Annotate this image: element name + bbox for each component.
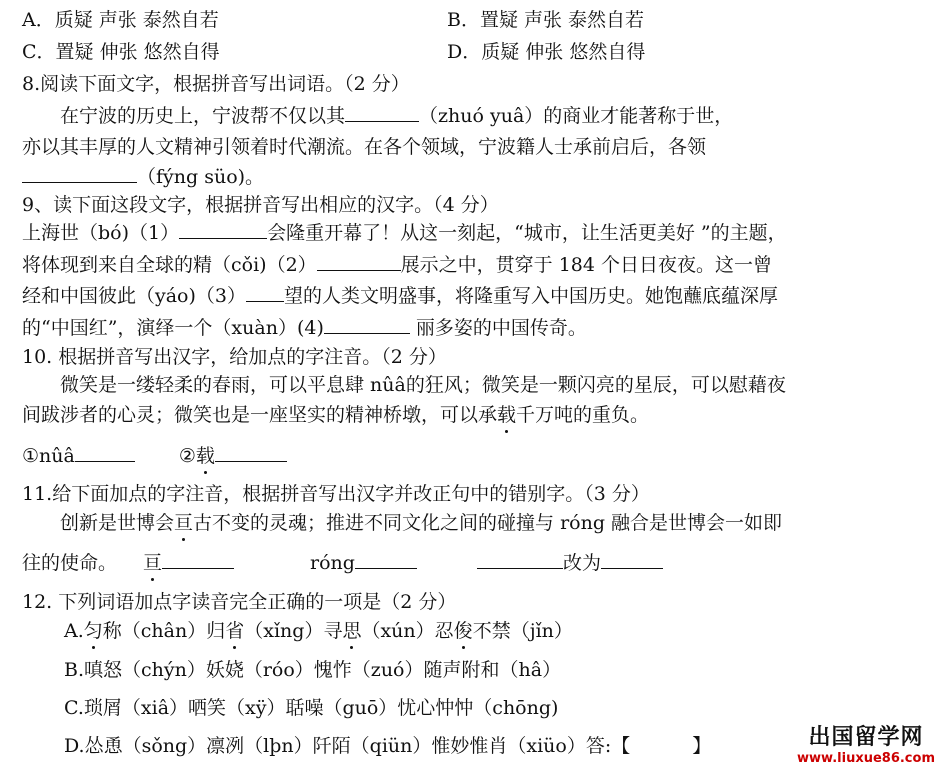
answer-blank[interactable] [477, 550, 563, 569]
answer-blank[interactable] [601, 550, 663, 569]
logo-name: 出国留学网 [808, 725, 924, 750]
option-a: A．质疑 声张 泰然自若 [22, 9, 219, 31]
q12-option-b: B.嗔怒（chýn）妖娆（róo）愧怍（zuó）随声附和（hâ） [64, 659, 562, 681]
option-d: D．质疑 伸张 悠然自得 [447, 41, 646, 63]
answer-blank[interactable] [75, 443, 135, 462]
q10-line-1: 微笑是一缕轻柔的春雨，可以平息肆 nûâ的狂风；微笑是一颗闪亮的星辰，可以慰藉夜 [60, 374, 786, 396]
q9-line-1: 上海世（bó)（1） 会隆重开幕了！从这一刻起，“城市，让生活更美好 ”的主题， [22, 222, 787, 244]
answer-blank[interactable] [246, 283, 284, 302]
answer-blank[interactable] [345, 103, 419, 122]
option-c: C．置疑 伸张 悠然自得 [22, 41, 220, 63]
q9-line-2: 将体现到来自全球的精（cǒi)（2） 展示之中，贯穿于 184 个日日夜夜。这一曾 [22, 254, 773, 276]
q11-line-1: 创新是世博会亘古不变的灵魂；推进不同文化之间的碰撞与 róng 融合是世博会一如即 [60, 512, 783, 534]
q10-line-2: 间跋涉者的心灵；微笑也是一座坚实的精神桥墩，可以承载千万吨的重负。 [22, 404, 650, 426]
dotted-char: 亘 [143, 552, 163, 574]
q12-title: 12. 下列词语加点字读音完全正确的一项是（2 分） [22, 591, 457, 613]
q12-option-c: C.琐屑（xiâ）哂笑（xÿ）聒噪（guō）忧心忡忡（chōng) [64, 697, 559, 719]
q11-title: 11.给下面加点的字注音，根据拼音写出汉字并改正句中的错别字。（3 分） [22, 483, 650, 505]
q11-line-2: 往的使命。 亘 róng 改为 [22, 550, 663, 575]
dotted-char: 载 [497, 404, 517, 426]
answer-blank[interactable] [22, 164, 137, 183]
q12-option-a: A.匀称（chân）归省（xǐng）寻思（xún）忍俊不禁（jǐn） [64, 620, 573, 642]
answer-blank[interactable] [355, 550, 417, 569]
q8-line-1: 在宁波的历史上，宁波帮不仅以其 （zhuó yuâ）的商业才能著称于世， [60, 105, 734, 127]
q12-option-d: D.怂恿（sǒng）凛冽（lþn）阡陌（qiün）惟妙惟肖（xiüo）答:【 】 [64, 735, 712, 757]
logo-url: www.liuxue86.com [797, 751, 935, 766]
site-logo [797, 720, 935, 766]
q8-line-2: 亦以其丰厚的人文精神引领着时代潮流。在各个领域，宁波籍人士承前启后，各领 [22, 136, 707, 158]
q10-title: 10. 根据拼音写出汉字，给加点的字注音。（2 分） [22, 346, 447, 368]
q9-line-3: 经和中国彼此（yáo)（3） 望的人类文明盛事，将隆重写入中国历史。她饱蘸底蕴深厚 [22, 285, 779, 307]
dotted-char: 亘 [174, 512, 194, 534]
q9-line-4: 的“中国红”，演绎一个（xuàn）(4) 丽多姿的中国传奇。 [22, 317, 587, 339]
dotted-char: 载 [195, 445, 215, 467]
q10-answers: ①nûâ ②载 [22, 443, 287, 468]
answer-blank[interactable] [317, 252, 401, 271]
q8-title: 8.阅读下面文字，根据拼音写出词语。（2 分） [22, 73, 410, 95]
option-b: B．置疑 声张 泰然自若 [447, 9, 645, 31]
answer-blank[interactable] [215, 443, 287, 462]
answer-blank[interactable] [162, 550, 234, 569]
q9-title: 9、读下面这段文字，根据拼音写出相应的汉字。（4 分） [22, 194, 499, 216]
answer-blank[interactable] [179, 220, 267, 239]
answer-blank[interactable] [324, 315, 410, 334]
q8-line-3: （fýng süo)。 [22, 164, 264, 189]
